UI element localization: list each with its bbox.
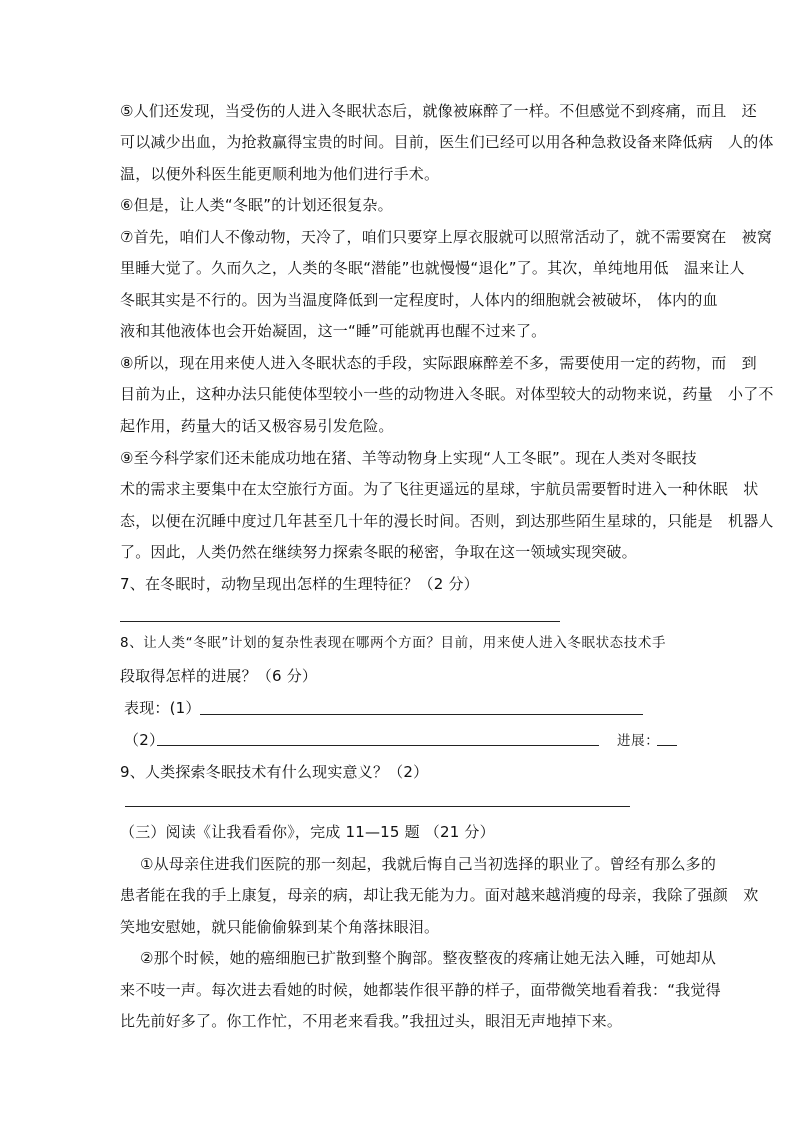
answer-line-q7[interactable] — [120, 621, 560, 622]
section3-p1-line2: 患者能在我的手上康复，母亲的病，却让我无能为力。面对越来越消瘦的母亲，我除了强颜 欢 — [120, 886, 759, 904]
passage-p8-line3: 起作用，药量大的话又极容易引发危险。 — [120, 417, 394, 435]
passage-p7-line3: 冬眠其实是不行的。因为当温度降低到一定程度时，人体内的细胞就会被破坏， 体内的血 — [120, 291, 718, 309]
answer-line-q8-2[interactable] — [157, 745, 599, 746]
q8-jinzhan-label: 进展： — [617, 733, 660, 749]
section3-p2-line1: ②那个时候，她的癌细胞已扩散到整个胸部。整夜整夜的疼痛让她无法入睡，可她却从 — [140, 949, 717, 967]
question-9: 9、人类探索冬眠技术有什么现实意义？（2） — [120, 763, 429, 781]
passage-p5-line3: 温，以便外科医生能更顺利地为他们进行手术。 — [120, 165, 440, 183]
answer-line-q9[interactable] — [125, 806, 630, 807]
passage-p7-line1: ⑦首先，咱们人不像动物，天冷了，咱们只要穿上厚衣服就可以照常活动了，就不需要窝在 被窝 — [120, 228, 773, 246]
passage-p6: ⑥但是，让人类“冬眠”的计划还很复杂。 — [120, 196, 393, 214]
passage-p8-line2: 目前为止，这种办法只能使体型较小一些的动物进入冬眠。对体型较大的动物来说，药量 小了不 — [120, 385, 774, 403]
passage-p7-line4: 液和其他液体也会开始凝固，这一“睡”可能就再也醒不过来了。 — [120, 322, 547, 340]
answer-line-q8-1[interactable] — [200, 714, 643, 715]
passage-p9-line3: 态，以便在沉睡中度过几年甚至几十年的漫长时间。否则，到达那些陌生星球的，只能是 机器人 — [120, 512, 774, 530]
passage-p9-line4: 了。因此，人类仍然在继续努力探索冬眠的秘密，争取在这一领域实现突破。 — [120, 543, 637, 561]
q8-item2-label: （2） — [124, 731, 165, 749]
q8-biaoxian-label: 表现：(1） — [124, 699, 201, 717]
question-8-line2: 段取得怎样的进展？（6 分） — [120, 667, 318, 685]
passage-p9-line2: 术的需求主要集中在太空旅行方面。为了飞往更遥远的星球，宇航员需要暂时进入一种休眠 状 — [120, 480, 759, 498]
section3-p1-line3: 笑地安慰她，就只能偷偷躲到某个角落抹眼泪。 — [120, 918, 440, 936]
passage-p5-line2: 可以减少出血，为抢救赢得宝贵的时间。目前，医生们已经可以用各种急救设备来降低病 人的体 — [120, 133, 774, 151]
section3-p2-line2: 来不吱一声。每次进去看她的时候，她都装作很平静的样子，面带微笑地看着我：“我觉得 — [120, 981, 721, 999]
answer-line-q8-jinzhan[interactable] — [657, 745, 677, 746]
section3-heading: （三）阅读《让我看看你》，完成 11—15 题 （21 分） — [120, 823, 495, 841]
section3-p2-line3: 比先前好多了。你工作忙，不用老来看我。”我扭过头，眼泪无声地掉下来。 — [120, 1012, 623, 1030]
passage-p8-line1: ⑧所以，现在用来使人进入冬眠状态的手段，实际跟麻醉差不多，需要使用一定的药物，而 到 — [120, 354, 757, 372]
question-7: 7、在冬眠时，动物呈现出怎样的生理特征？（2 分） — [120, 575, 479, 593]
section3-p1-line1: ①从母亲住进我们医院的那一刻起，我就后悔自己当初选择的职业了。曾经有那么多的 — [140, 855, 717, 873]
question-8-line1: 8、让人类“冬眠”计划的复杂性表现在哪两个方面？目前，用来使人进入冬眠状态技术手 — [120, 635, 667, 651]
passage-p5-line1: ⑤人们还发现，当受伤的人进入冬眠状态后，就像被麻醉了一样。不但感觉不到疼痛，而且 还 — [120, 102, 757, 120]
passage-p9-line1: ⑨至今科学家们还未能成功地在猪、羊等动物身上实现“人工冬眠”。现在人类对冬眠技 — [120, 449, 697, 467]
passage-p7-line2: 里睡大觉了。久而久之，人类的冬眠“潜能”也就慢慢“退化”了。其次，单纯地用低 温来让人 — [120, 259, 745, 277]
